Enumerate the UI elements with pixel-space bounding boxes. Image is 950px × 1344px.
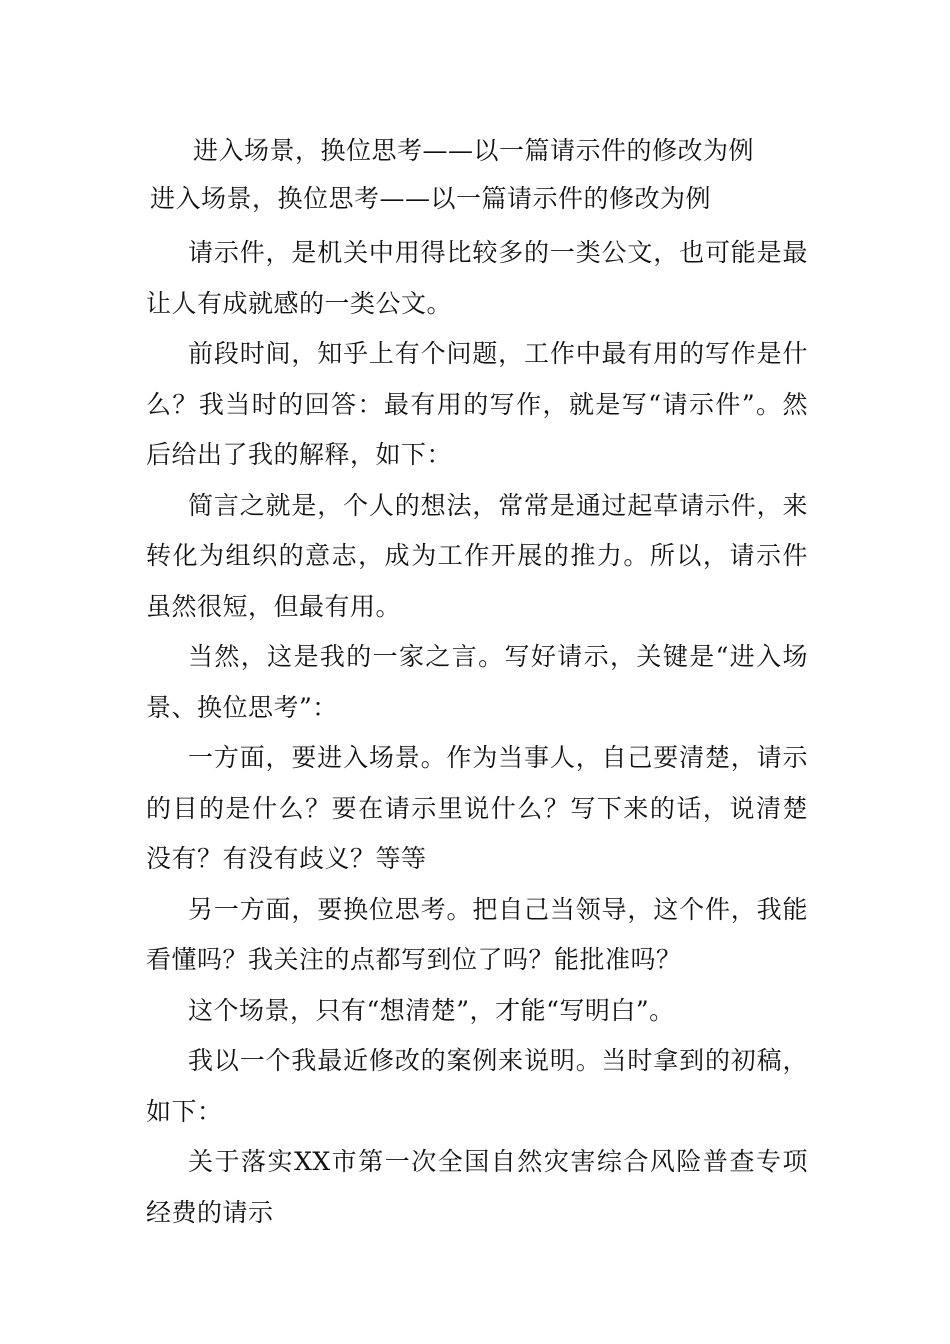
paragraph: 另一方面，要换位思考。把自己当领导，这个件，我能看懂吗？我关注的点都写到位了吗？能批准吗？ bbox=[146, 894, 808, 974]
document-title: 进入场景，换位思考——以一篇请示件的修改为例 bbox=[193, 136, 755, 165]
paragraph: 当然，这是我的一家之言。写好请示，关键是“进入场景、换位思考”： bbox=[146, 642, 808, 722]
paragraph: 一方面，要进入场景。作为当事人，自己要清楚，请示的目的是什么？要在请示里说什么？写下来的话，说清楚没有？有没有歧义？等等 bbox=[146, 743, 808, 873]
paragraph: 这个场景，只有“想清楚”，才能“写明白”。 bbox=[188, 995, 675, 1025]
paragraph: 请示件，是机关中用得比较多的一类公文，也可能是最让人有成就感的一类公文。 bbox=[146, 238, 808, 318]
document-body bbox=[146, 228, 808, 1238]
paragraph: 我以一个我最近修改的案例来说明。当时拿到的初稿，如下： bbox=[146, 1046, 808, 1126]
sample-request-title: 关于落实XX市第一次全国自然灾害综合风险普查专项经费的请示 bbox=[146, 1147, 808, 1227]
paragraph: 前段时间，知乎上有个问题，工作中最有用的写作是什么？我当时的回答：最有用的写作，就是写“请示件”。然后给出了我的解释，如下： bbox=[146, 339, 808, 469]
paragraph: 简言之就是，个人的想法，常常是通过起草请示件，来转化为组织的意志，成为工作开展的推力。所以，请示件虽然很短，但最有用。 bbox=[146, 490, 808, 621]
document-title-repeat: 进入场景，换位思考——以一篇请示件的修改为例 bbox=[150, 184, 712, 213]
